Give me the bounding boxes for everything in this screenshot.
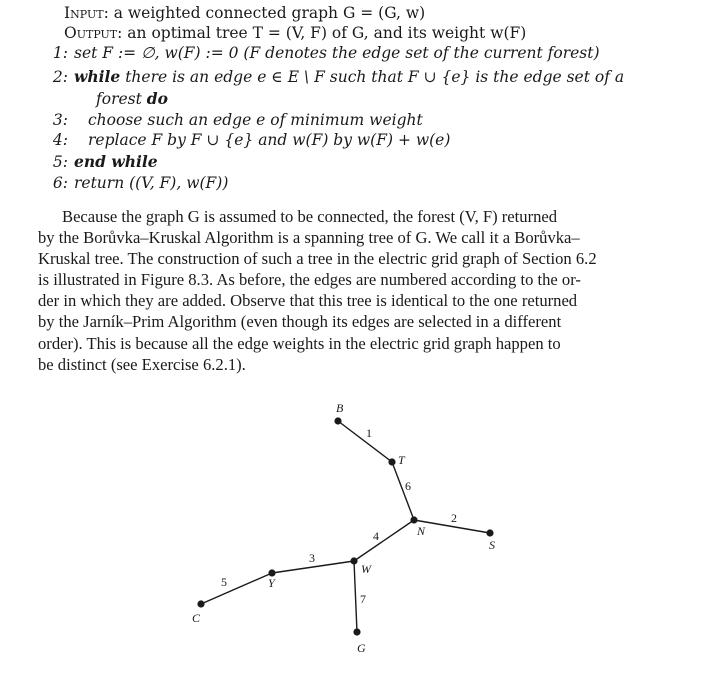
step-number: 4: (52, 131, 68, 149)
vertex-label-G: G (357, 641, 366, 655)
paragraph-line: by the Borůvka–Kruskal Algorithm is a spanning tree of G. We call it a Borůvka– (38, 228, 580, 248)
step-keyword: end while (74, 152, 158, 171)
step-number: 6: (52, 174, 68, 192)
vertex-G (353, 628, 360, 635)
vertex-label-T: T (398, 453, 405, 467)
vertex-label-Y: Y (268, 576, 275, 590)
step-text: replace F by F ∪ {e} and w(F) by w(F) + w(e) (88, 131, 451, 149)
vertex-T (388, 458, 395, 465)
step-text: forest (96, 90, 147, 108)
paragraph-line: is illustrated in Figure 8.3. As before, the edges are numbered according to the or- (38, 270, 581, 290)
paragraph-line: Kruskal tree. The construction of such a tree in the electric grid graph of Section 6.2 (38, 249, 597, 269)
step-number: 5: (52, 153, 68, 171)
paragraph-line: be distinct (see Exercise 6.2.1). (38, 354, 246, 374)
vertex-labels (192, 401, 495, 655)
step-number: 2: (52, 68, 68, 86)
step-text: set F := ∅, w(F) := 0 (F denotes the edge set of the current forest) (74, 44, 600, 62)
step-text: return ((V, F), w(F)) (74, 174, 229, 192)
edge-labels (221, 426, 457, 606)
vertex-label-W: W (361, 562, 371, 576)
edge-label-3: 3 (309, 551, 315, 565)
paragraph-line: Because the graph G is assumed to be connected, the forest (V, F) returned (62, 207, 558, 226)
tree-edges (201, 421, 490, 632)
vertex-S (486, 529, 493, 536)
input-text: a weighted connected graph G = (G, w) (113, 4, 426, 22)
paragraph-line: der in which they are added. Observe that this tree is identical to the one returned (38, 291, 578, 311)
edge-label-4: 4 (373, 529, 379, 543)
vertex-label-N: N (417, 524, 426, 538)
output-text: an optimal tree T = (V, F) of G, and its weight w(F) (127, 24, 527, 42)
paragraph-line: order). This is because all the edge weights in the electric grid graph happen to (38, 333, 561, 353)
edge-W-G (354, 561, 357, 632)
step-number: 1: (52, 44, 68, 62)
step-keyword: do (146, 89, 168, 108)
edge-label-1: 1 (366, 426, 372, 440)
step-text: choose such an edge e of minimum weight (88, 111, 423, 129)
vertex-label-B: B (336, 401, 344, 415)
paragraph-line: by the Jarník–Prim Algorithm (even though its edges are selected in a different (38, 312, 562, 332)
edge-label-5: 5 (221, 575, 227, 589)
vertex-C (197, 600, 204, 607)
input-label: Input: (64, 4, 109, 22)
vertex-N (410, 516, 417, 523)
edge-label-6: 6 (405, 479, 411, 493)
edge-N-W (354, 520, 414, 561)
output-label: Output: (64, 24, 123, 42)
edge-B-T (338, 421, 392, 462)
step-text: there is an edge e ∈ E \ F such that F ∪ {e} is the edge set of a (120, 68, 625, 86)
step-keyword: while (74, 67, 121, 86)
edge-Y-C (201, 573, 272, 604)
vertex-label-C: C (192, 611, 201, 625)
vertex-B (334, 417, 341, 424)
vertex-label-S: S (489, 538, 495, 552)
step-number: 3: (52, 111, 68, 129)
edge-label-7: 7 (360, 592, 366, 606)
vertex-W (350, 557, 357, 564)
edge-label-2: 2 (451, 511, 457, 525)
